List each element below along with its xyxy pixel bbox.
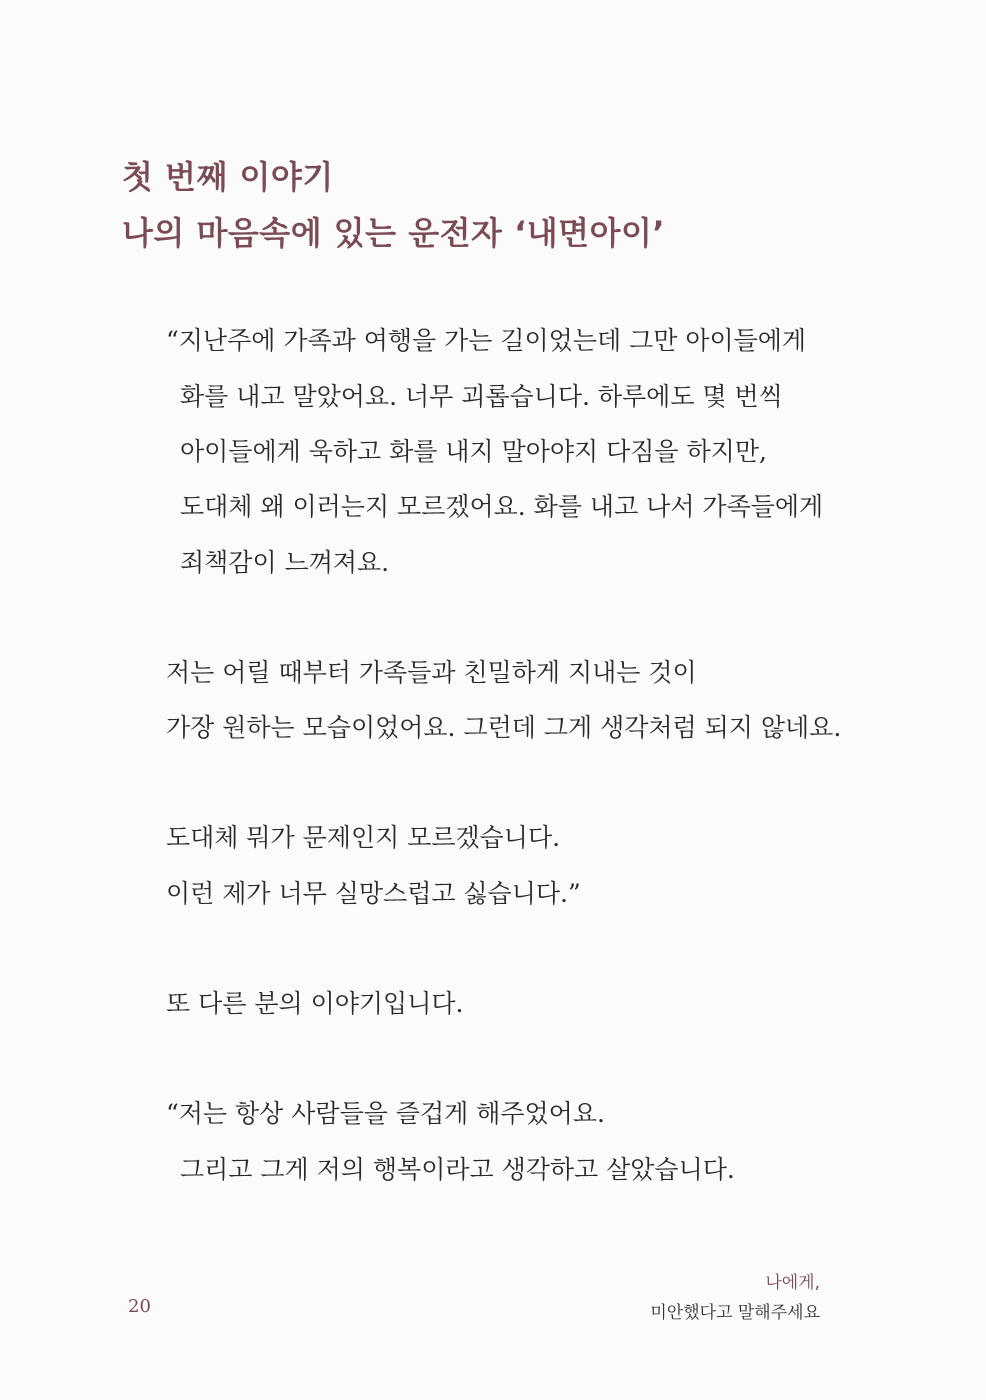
body-line: 저는 어릴 때부터 가족들과 친밀하게 지내는 것이 [166,658,697,687]
body-line: 그리고 그게 저의 행복이라고 생각하고 살았습니다. [180,1155,735,1184]
body-line: “지난주에 가족과 여행을 가는 길이었는데 그만 아이들에게 [166,326,807,355]
body-line: 화를 내고 말았어요. 너무 괴롭습니다. 하루에도 몇 번씩 [180,382,783,411]
chapter-heading: 첫 번째 이야기 [122,158,334,196]
chapter-subheading: 나의 마음속에 있는 운전자 ‘내면아이’ [122,214,666,252]
body-line: 또 다른 분의 이야기입니다. [166,989,464,1018]
book-title: 미안했다고 말해주세요 [650,1303,820,1323]
body-line: 가장 원하는 모습이었어요. 그런데 그게 생각처럼 되지 않네요. [166,713,842,742]
body-line: 도대체 왜 이러는지 모르겠어요. 화를 내고 나서 가족들에게 [180,492,824,521]
body-line: 도대체 뭐가 문제인지 모르겠습니다. [166,823,561,852]
body-line: “저는 항상 사람들을 즐겁게 해주었어요. [166,1099,605,1128]
page-number: 20 [128,1296,151,1317]
body-line: 이런 제가 너무 실망스럽고 싫습니다.” [166,879,581,908]
body-line: 아이들에게 욱하고 화를 내지 말아야지 다짐을 하지만, [180,437,767,466]
body-line: 죄책감이 느껴져요. [180,548,390,577]
book-subtitle: 나에게, [765,1273,820,1293]
